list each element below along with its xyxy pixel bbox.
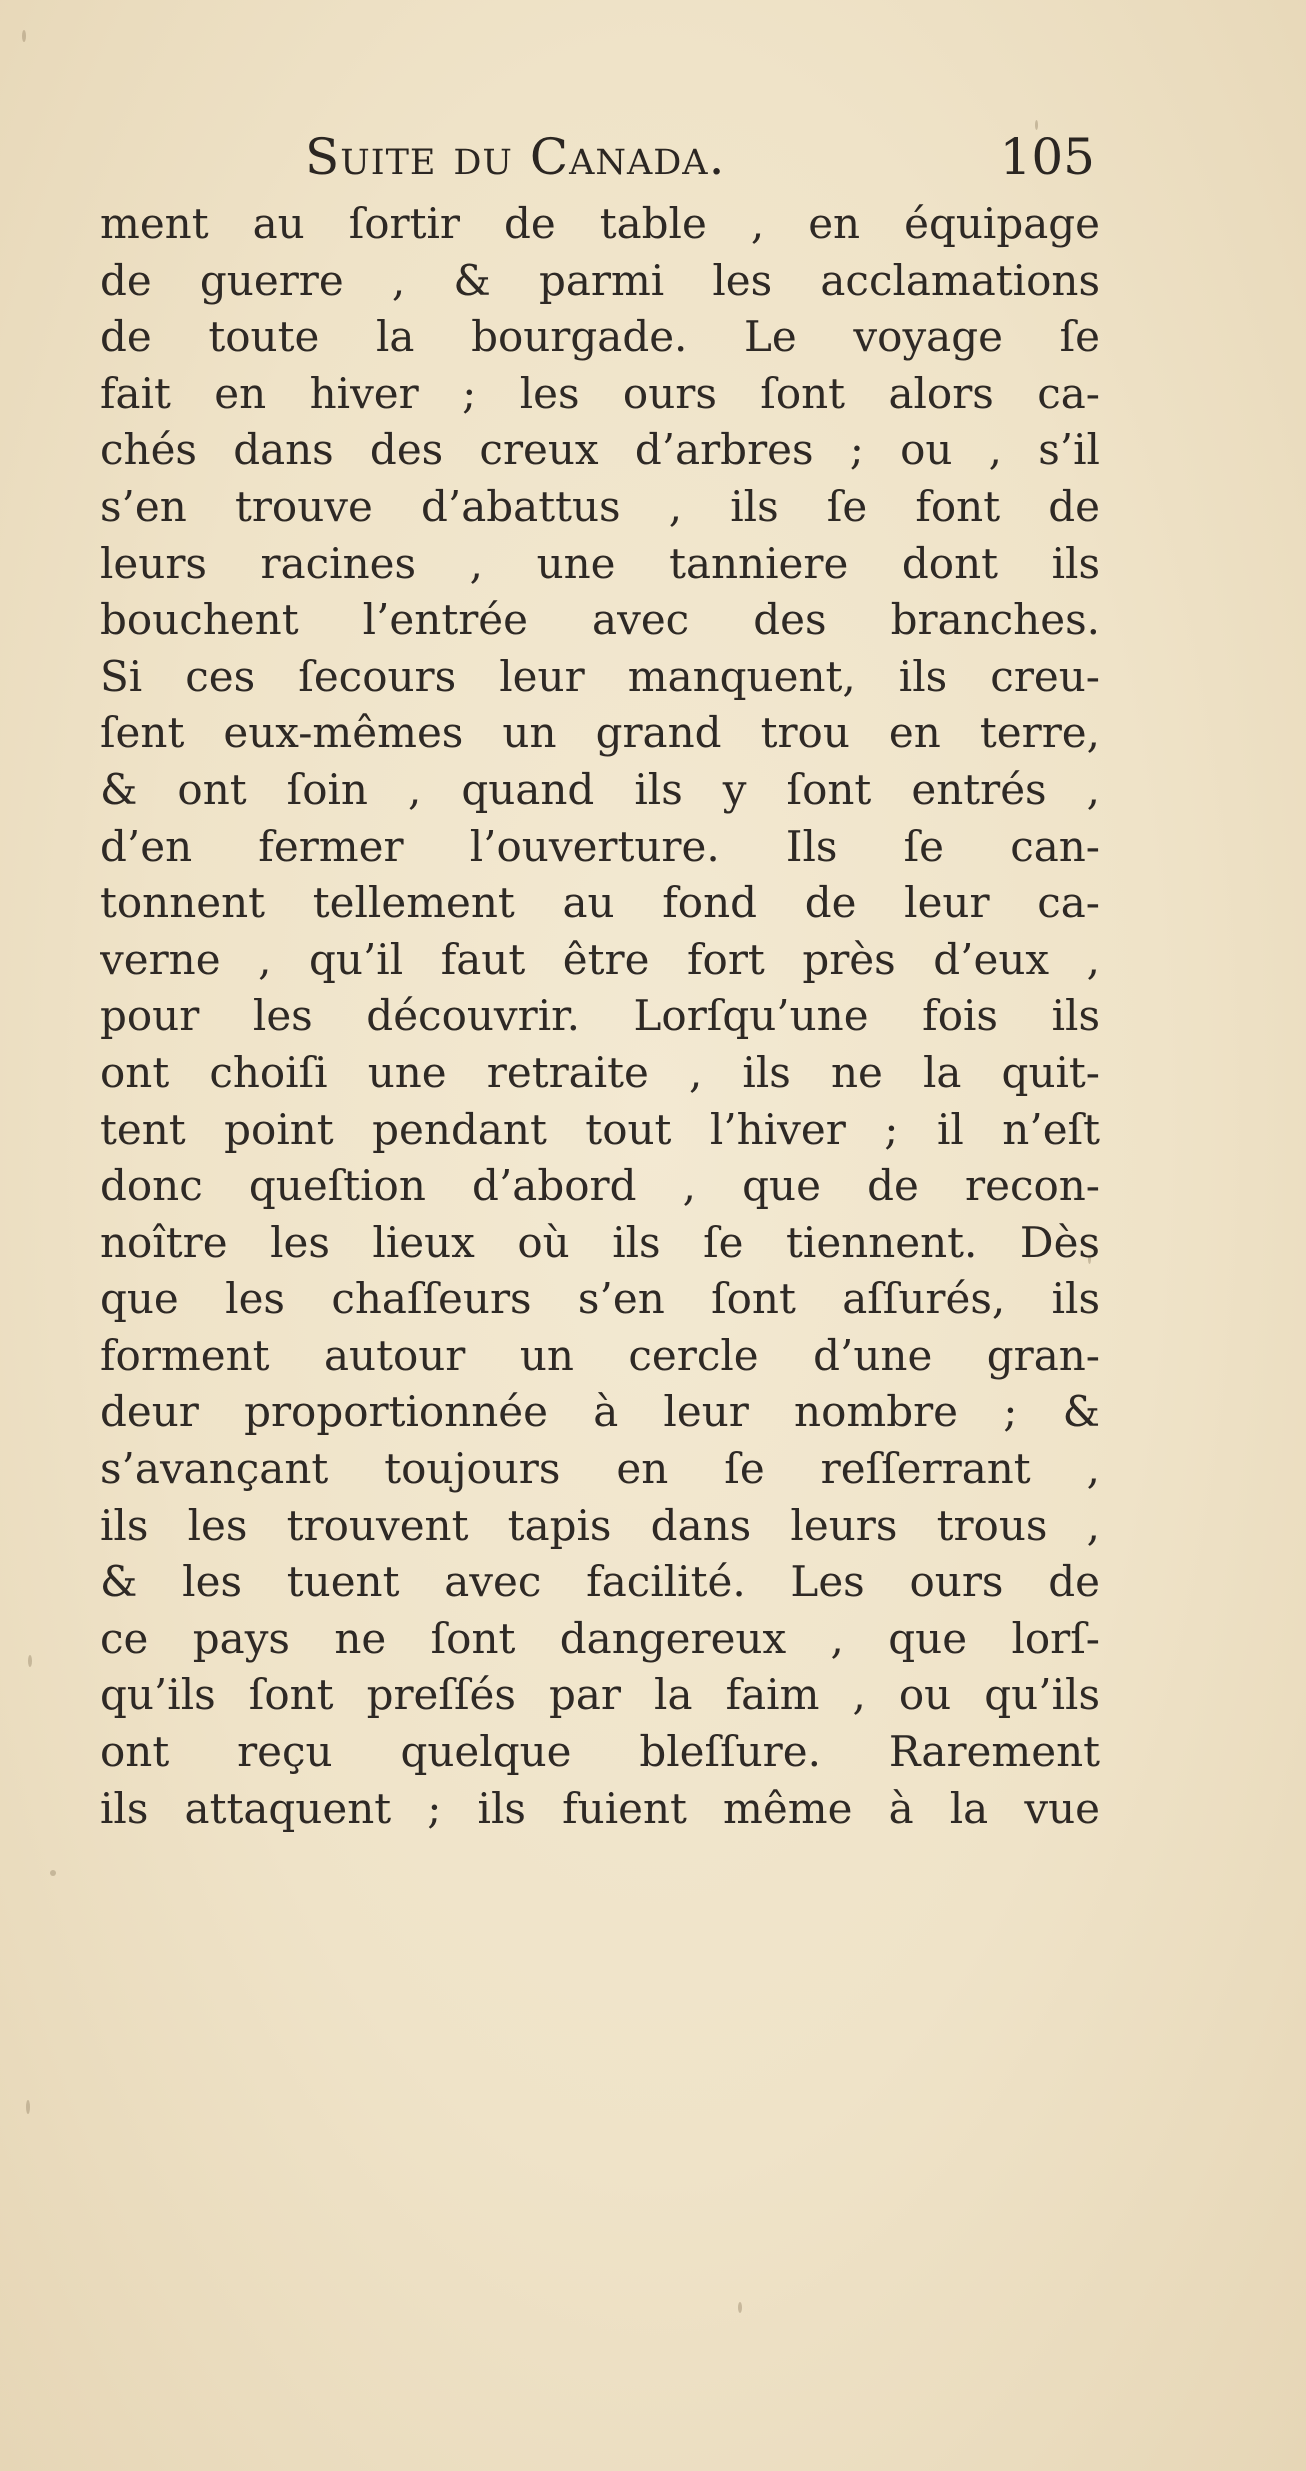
text-line: forment autour un cercle d’une gran- bbox=[100, 1330, 1100, 1380]
paper-speck bbox=[28, 1655, 32, 1667]
running-head: Suite du Canada. bbox=[305, 128, 726, 186]
text-line: Si ces ſecours leur manquent, ils creu- bbox=[100, 651, 1100, 701]
text-line: noître les lieux où ils ſe tiennent. Dès bbox=[100, 1217, 1100, 1267]
text-line: ils attaquent ; ils fuient même à la vue bbox=[100, 1783, 1100, 1833]
text-line: de guerre , & parmi les acclamations bbox=[100, 255, 1100, 305]
text-line: bouchent l’entrée avec des branches. bbox=[100, 595, 1100, 645]
text-line: ſent eux-mêmes un grand trou en terre, bbox=[100, 708, 1100, 758]
text-line: s’avançant toujours en ſe reſſerrant , bbox=[100, 1444, 1100, 1494]
text-line: ils les trouvent tapis dans leurs trous , bbox=[100, 1500, 1100, 1550]
text-line: ont reçu quelque bleſſure. Rarement bbox=[100, 1727, 1100, 1777]
text-line: de toute la bourgade. Le voyage ſe bbox=[100, 312, 1100, 362]
text-line: d’en fermer l’ouverture. Ils ſe can- bbox=[100, 821, 1100, 871]
text-line: donc queſtion d’abord , que de recon- bbox=[100, 1161, 1100, 1211]
text-line: deur proportionnée à leur nombre ; & bbox=[100, 1387, 1100, 1437]
text-line: fait en hiver ; les ours ſont alors ca- bbox=[100, 368, 1100, 418]
page-header bbox=[305, 128, 1095, 198]
text-line: tonnent tellement au fond de leur ca- bbox=[100, 878, 1100, 928]
text-line: pour les découvrir. Lorſqu’une fois ils bbox=[100, 991, 1100, 1041]
text-line: qu’ils ſont preſſés par la faim , ou qu’ils bbox=[100, 1670, 1100, 1720]
text-line: s’en trouve d’abattus , ils ſe font de bbox=[100, 481, 1100, 531]
paper-speck bbox=[738, 2302, 742, 2313]
text-line: tent point pendant tout l’hiver ; il n’eſt bbox=[100, 1104, 1100, 1154]
text-line: ce pays ne ſont dangereux , que lorſ- bbox=[100, 1613, 1100, 1663]
text-line: que les chaſſeurs s’en ſont aſſurés, ils bbox=[100, 1274, 1100, 1324]
text-line: & les tuent avec facilité. Les ours de bbox=[100, 1557, 1100, 1607]
paper-speck bbox=[26, 2100, 30, 2114]
text-line: verne , qu’il faut être fort près d’eux , bbox=[100, 934, 1100, 984]
text-line: & ont ſoin , quand ils y ſont entrés , bbox=[100, 764, 1100, 814]
text-line: chés dans des creux d’arbres ; ou , s’il bbox=[100, 425, 1100, 475]
body-text bbox=[100, 196, 1100, 1837]
text-line: ment au ſortir de table , en équipage bbox=[100, 199, 1100, 248]
text-line: ont choiſi une retraite , ils ne la quit- bbox=[100, 1047, 1100, 1097]
page-number: 105 bbox=[999, 128, 1095, 186]
paper-speck bbox=[22, 30, 26, 42]
paper-speck bbox=[50, 1870, 56, 1876]
text-line: leurs racines , une tanniere dont ils bbox=[100, 538, 1100, 588]
